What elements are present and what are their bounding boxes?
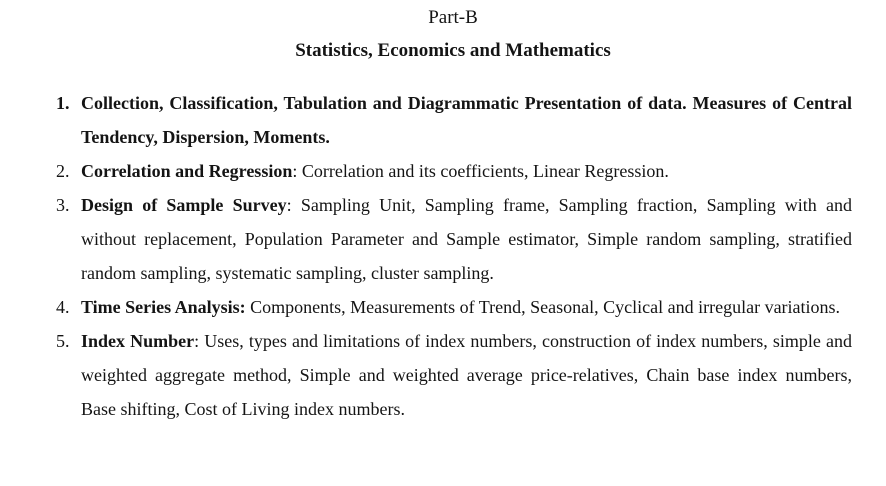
topic-separator: :: [194, 331, 205, 351]
section-title: Statistics, Economics and Mathematics: [295, 40, 611, 61]
topic-number: 2.: [56, 161, 70, 181]
topic-separator: :: [286, 195, 301, 215]
topic-body: Sampling Unit, Sampling frame, Sampling fraction, Sampling with and without replacement, Population Parameter and Sample estimator, Simple random sampling, stratified random sampling, systematic sampling, cluster sampling.: [81, 195, 852, 283]
topic-title: Time Series Analysis:: [81, 297, 246, 317]
topic-item: [56, 154, 852, 188]
topic-item: [56, 188, 852, 290]
topic-item: [56, 86, 852, 154]
topic-number: 5.: [56, 331, 70, 351]
topic-body: Correlation and its coefficients, Linear Regression.: [301, 161, 669, 181]
topic-title: Collection, Classification, Tabulation and Diagrammatic Presentation of data. Measures of Central Tendency, Dispersion, Moments.: [81, 93, 852, 147]
topic-title: Design of Sample Survey: [81, 195, 287, 215]
topic-item: [56, 290, 852, 324]
topic-number: 3.: [56, 195, 70, 215]
topic-number: 1.: [56, 93, 70, 113]
topic-title: Index Number: [81, 331, 195, 351]
topic-title: Correlation and Regression: [81, 161, 293, 181]
topic-item: [56, 324, 852, 426]
topic-body: Components, Measurements of Trend, Seasonal, Cyclical and irregular variations.: [250, 297, 841, 317]
topic-list: [56, 86, 852, 426]
topic-body: Uses, types and limitations of index numbers, construction of index numbers, simple and weighted aggregate method, Simple and weighted average price-relatives, Chain base index numbers, Base shifting, Cost of Living index numbers.: [81, 331, 852, 419]
topic-separator: :: [292, 161, 302, 181]
part-label: Part-B: [428, 7, 478, 28]
topic-number: 4.: [56, 297, 70, 317]
